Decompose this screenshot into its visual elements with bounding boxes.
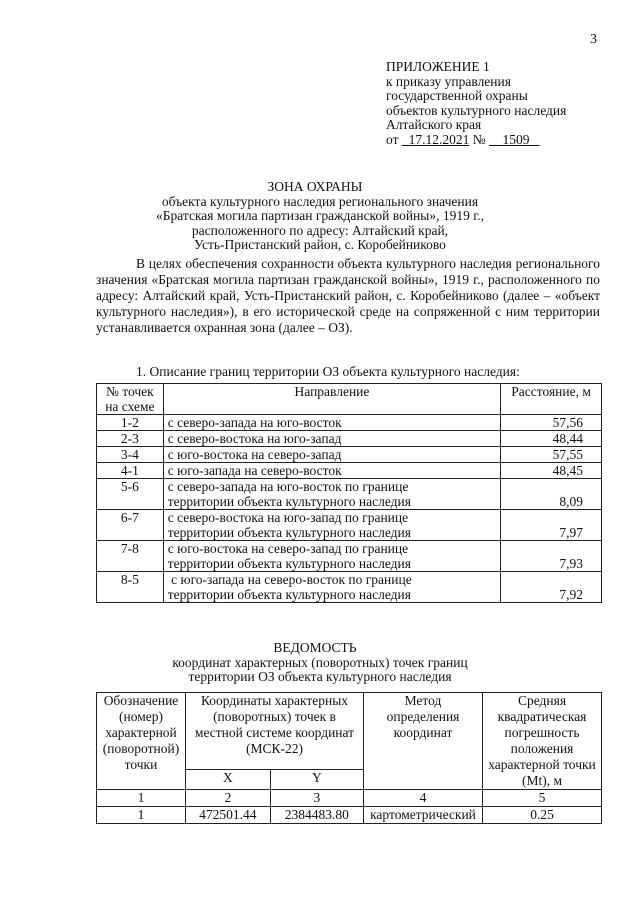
date-prefix: от: [386, 131, 399, 147]
cell-direction: с юго-востока на северо-запад: [163, 447, 500, 463]
cell-points: 8-5: [97, 572, 164, 603]
document-heading: [0, 180, 640, 253]
cell-distance: 7,93: [501, 541, 602, 572]
cell-direction: с северо-запада на юго-восток: [163, 415, 500, 431]
vedomost-heading: [0, 641, 640, 685]
table-row: [97, 447, 602, 463]
vedomost-title: ВЕДОМОСТЬ: [273, 640, 357, 655]
intro-paragraph: В целях обеспечения сохранности объекта культурного наследия регионального значения «Братская могила партизан гражданской войны», 1919 г., расположенного по адресу: Алтайский край, Усть-Пристанский район, с. Коробейниково (далее – «объект культурного наследия»), в его исторической среде на сопряженной с ним территории устанавливается охранная зона (далее – ОЗ).: [96, 256, 600, 335]
cell-direction: с северо-востока на юго-запад: [163, 431, 500, 447]
annex-title: ПРИЛОЖЕНИЕ 1: [386, 59, 490, 74]
annex-block: [386, 60, 566, 147]
cell-direction: с юго-запада на северо-восток по границе территории объекта культурного наследия: [163, 572, 500, 603]
cell-points: 7-8: [97, 541, 164, 572]
header-designation: Обозначение (номер) характерной (поворотной) точки: [97, 693, 186, 790]
index-cell: 4: [364, 790, 483, 807]
header-error: Средняя квадратическая погрешность положения характерной точки (Mt), м: [483, 693, 602, 790]
table-row: [97, 463, 602, 479]
annex-line: государственной охраны: [386, 88, 528, 103]
heading-line: «Братская могила партизан гражданской войны», 1919 г.,: [156, 208, 484, 223]
table-header-row: [97, 693, 602, 770]
cell-points: 4-1: [97, 463, 164, 479]
heading-line: Усть-Пристанский район, с. Коробейниково: [194, 237, 446, 252]
cell-distance: 57,56: [501, 415, 602, 431]
cell-distance: 7,92: [501, 572, 602, 603]
cell-distance: 57,55: [501, 447, 602, 463]
cell-direction: с юго-запада на северо-восток: [163, 463, 500, 479]
annex-line: объектов культурного наследия: [386, 102, 567, 118]
table-header-row: [97, 384, 602, 415]
cell-direction: с юго-востока на северо-запад по границе территории объекта культурного наследия: [163, 541, 500, 572]
coordinates-table: [96, 692, 602, 824]
index-cell: 5: [483, 790, 602, 807]
heading-line: объекта культурного наследия регионального значения: [161, 193, 479, 209]
header-coordinates: Координаты характерных (поворотных) точек в местной системе координат (МСК-22): [186, 693, 364, 770]
header-distance: Расстояние, м: [501, 384, 602, 415]
annex-date-line: [386, 133, 566, 148]
order-number: 1509: [502, 131, 530, 147]
table-row: [97, 510, 602, 541]
cell-y: 2384483.80: [270, 807, 363, 824]
header-direction: Направление: [163, 384, 500, 415]
index-cell: 2: [186, 790, 271, 807]
table-row: [97, 479, 602, 510]
cell-error: 0.25: [483, 807, 602, 824]
cell-direction: с северо-запада на юго-восток по границе территории объекта культурного наследия: [163, 479, 500, 510]
boundary-table: [96, 383, 602, 603]
header-method: Метод определения координат: [364, 693, 483, 790]
cell-x: 472501.44: [186, 807, 271, 824]
number-prefix: №: [472, 131, 486, 147]
vedomost-line: координат характерных (поворотных) точек границ: [172, 654, 468, 670]
table-row: [97, 415, 602, 431]
vedomost-line: территории ОЗ объекта культурного наследия: [188, 669, 452, 684]
cell-distance: 8,09: [501, 479, 602, 510]
table-row: [97, 431, 602, 447]
section-1-title: 1. Описание границ территории ОЗ объекта культурного наследия:: [136, 364, 520, 379]
cell-method: картометрический: [364, 807, 483, 824]
cell-points: 3-4: [97, 447, 164, 463]
cell-points: 2-3: [97, 431, 164, 447]
order-date: 17.12.2021: [408, 131, 470, 147]
cell-points: 6-7: [97, 510, 164, 541]
page-number: 3: [590, 32, 597, 47]
header-y: Y: [270, 769, 363, 789]
annex-line: Алтайского края: [386, 117, 482, 132]
header-x: X: [186, 769, 271, 789]
cell-point: 1: [97, 807, 186, 824]
table-row: [97, 541, 602, 572]
cell-points: 5-6: [97, 479, 164, 510]
heading-title: ЗОНА ОХРАНЫ: [267, 179, 363, 194]
cell-direction: с северо-востока на юго-запад по границе территории объекта культурного наследия: [163, 510, 500, 541]
index-cell: 1: [97, 790, 186, 807]
cell-distance: 48,44: [501, 431, 602, 447]
cell-distance: 48,45: [501, 463, 602, 479]
table-index-row: [97, 790, 602, 807]
table-row: [97, 572, 602, 603]
cell-points: 1-2: [97, 415, 164, 431]
cell-distance: 7,97: [501, 510, 602, 541]
header-points: № точек на схеме: [97, 384, 164, 415]
annex-line: к приказу управления: [386, 73, 511, 89]
heading-line: расположенного по адресу: Алтайский край,: [191, 222, 449, 238]
table-row: [97, 807, 602, 824]
index-cell: 3: [270, 790, 363, 807]
